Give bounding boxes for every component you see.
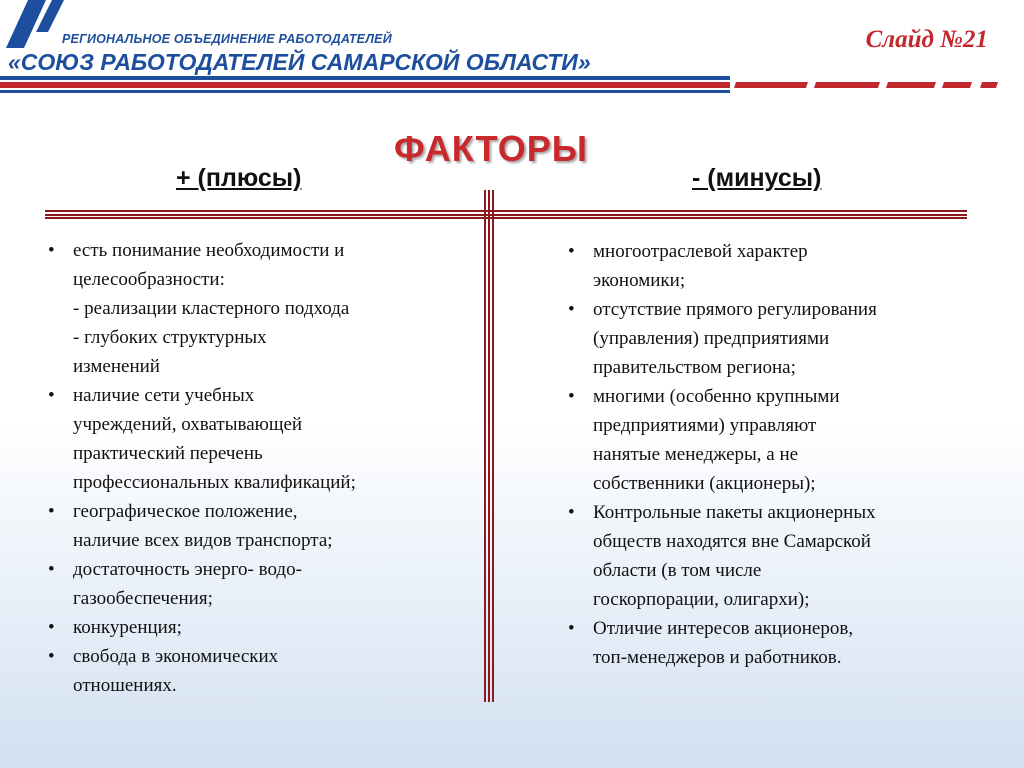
bullet-icon: • (48, 559, 55, 580)
bullet-icon: • (48, 646, 55, 667)
slide-number: Слайд №21 (865, 26, 988, 53)
list-item-text: отсутствие прямого регулирования (управления) предприятиями правительством региона; (593, 299, 877, 378)
bullet-icon: • (568, 618, 575, 639)
list-item-text: есть понимание необходимости и целесообразности: - реализации кластерного подхода - глубоких структурных изменений (73, 240, 350, 377)
list-item (568, 237, 968, 295)
plus-column-heading: + (плюсы) (176, 164, 302, 192)
bullet-icon: • (568, 502, 575, 523)
slide-title: ФАКТОРЫ (393, 128, 589, 169)
list-item (568, 498, 968, 614)
list-item (568, 614, 968, 672)
list-item (48, 555, 448, 613)
list-item (568, 382, 968, 498)
bullet-icon: • (48, 617, 55, 638)
minus-list (568, 237, 968, 672)
org-name: «СОЮЗ РАБОТОДАТЕЛЕЙ САМАРСКОЙ ОБЛАСТИ» (8, 49, 591, 75)
list-item (568, 295, 968, 382)
list-item-text: свобода в экономических отношениях. (73, 646, 279, 696)
list-item-text: достаточность энерго- водо- газообеспечения; (73, 559, 302, 609)
list-item-text: Контрольные пакеты акционерных обществ находятся вне Самарской области (в том числе госкорпорации, олигархи); (593, 502, 876, 610)
list-item (48, 613, 448, 642)
list-item-text: географическое положение, наличие всех видов транспорта; (73, 501, 333, 551)
org-subtitle: РЕГИОНАЛЬНОЕ ОБЪЕДИНЕНИЕ РАБОТОДАТЕЛЕЙ (62, 32, 392, 46)
bullet-icon: • (568, 386, 575, 407)
minus-column-heading: - (минусы) (692, 164, 822, 192)
bullet-icon: • (48, 385, 55, 406)
list-item-text: Отличие интересов акционеров, топ-менеджеров и работников. (593, 618, 854, 668)
bullet-icon: • (48, 240, 55, 261)
list-item (48, 381, 448, 497)
list-item-text: конкуренция; (73, 617, 182, 638)
horizontal-divider (45, 210, 967, 219)
vertical-divider (484, 190, 494, 702)
plus-list (48, 236, 448, 700)
bullet-icon: • (48, 501, 55, 522)
list-item (48, 497, 448, 555)
list-item (48, 642, 448, 700)
bullet-icon: • (568, 299, 575, 320)
list-item (48, 236, 448, 381)
list-item-text: многими (особенно крупными предприятиями) управляют нанятые менеджеры, а не собственники (акционеры); (593, 386, 840, 494)
bullet-icon: • (568, 241, 575, 262)
list-item-text: многоотраслевой характер экономики; (593, 241, 808, 291)
list-item-text: наличие сети учебных учреждений, охватывающей практический перечень профессиональных квалификаций; (73, 385, 356, 493)
